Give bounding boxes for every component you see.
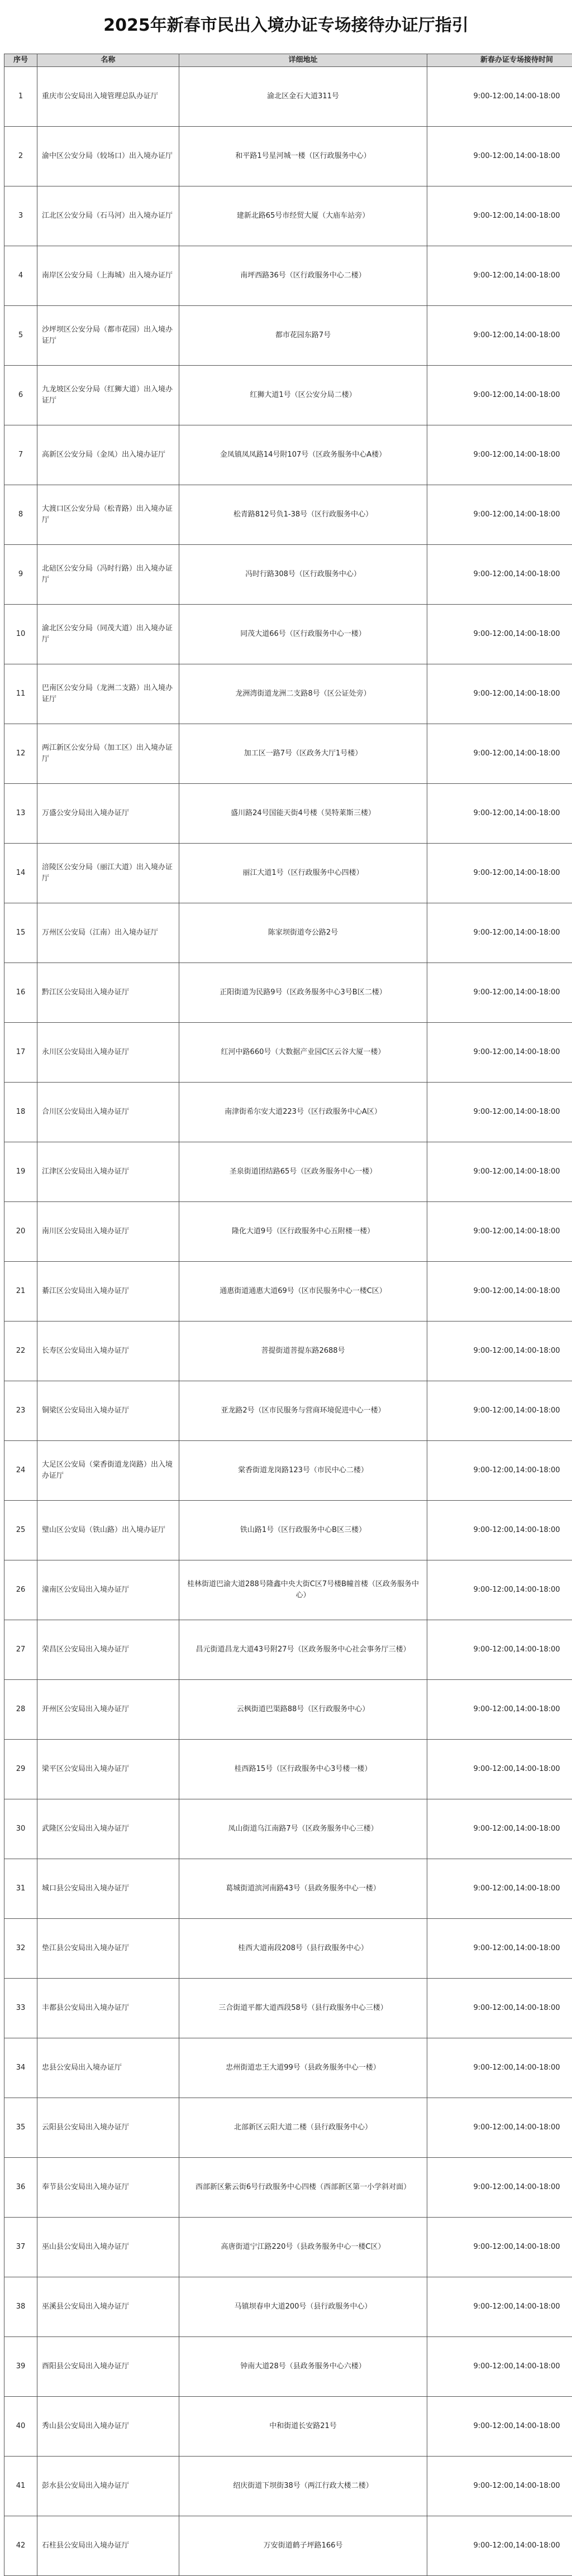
table-row: [4, 2158, 572, 2218]
table-row: [4, 605, 572, 664]
cell-address: 都市花园东路7号: [179, 306, 427, 366]
cell-address: 凤山街道乌江南路7号（区政务服务中心三楼）: [179, 1799, 427, 1859]
cell-time: 9:00-12:00,14:00-18:00: [427, 963, 572, 1023]
cell-no: 41: [4, 2457, 37, 2516]
cell-address: 棠香街道龙岗路123号（市民中心二楼）: [179, 1441, 427, 1501]
cell-no: 27: [4, 1620, 37, 1680]
cell-time: 9:00-12:00,14:00-18:00: [427, 366, 572, 425]
cell-name: 万州区公安局（江南）出入境办证厅: [37, 903, 179, 963]
table-row: [4, 2337, 572, 2397]
cell-name: 巴南区公安分局（龙洲二支路）出入境办证厅: [37, 664, 179, 724]
table-row: [4, 1979, 572, 2038]
cell-name: 涪陵区公安分局（丽江大道）出入境办证厅: [37, 844, 179, 903]
cell-address: 松青路812号负1-38号（区行政服务中心）: [179, 485, 427, 545]
table-row: [4, 1501, 572, 1560]
cell-time: 9:00-12:00,14:00-18:00: [427, 1023, 572, 1083]
cell-time: 9:00-12:00,14:00-18:00: [427, 1083, 572, 1142]
cell-name: 奉节县公安局出入境办证厅: [37, 2158, 179, 2218]
cell-no: 37: [4, 2218, 37, 2277]
page-title: 2025年新春市民出入境办证专场接待办证厅指引: [0, 10, 572, 41]
table-row: [4, 664, 572, 724]
cell-address: 正阳街道为民路9号（区政务服务中心3号B区二楼）: [179, 963, 427, 1023]
table-row: [4, 1142, 572, 1202]
cell-time: 9:00-12:00,14:00-18:00: [427, 1560, 572, 1620]
cell-no: 15: [4, 903, 37, 963]
cell-address: 圣泉街道团结路65号（区政务服务中心一楼）: [179, 1142, 427, 1202]
table-row: [4, 1083, 572, 1142]
cell-time: 9:00-12:00,14:00-18:00: [427, 605, 572, 664]
cell-name: 合川区公安局出入境办证厅: [37, 1083, 179, 1142]
cell-no: 38: [4, 2277, 37, 2337]
table-row: [4, 1262, 572, 1321]
cell-time: 9:00-12:00,14:00-18:00: [427, 1441, 572, 1501]
cell-name: 垫江县公安局出入境办证厅: [37, 1919, 179, 1979]
cell-time: 9:00-12:00,14:00-18:00: [427, 545, 572, 605]
table-row: [4, 963, 572, 1023]
cell-name: 城口县公安局出入境办证厅: [37, 1859, 179, 1919]
table-row: [4, 903, 572, 963]
table-row: [4, 1381, 572, 1441]
cell-no: 20: [4, 1202, 37, 1262]
cell-time: 9:00-12:00,14:00-18:00: [427, 903, 572, 963]
cell-address: 绍庆街道下坝街38号（两江行政大楼二楼）: [179, 2457, 427, 2516]
table-row: [4, 2218, 572, 2277]
cell-time: 9:00-12:00,14:00-18:00: [427, 306, 572, 366]
cell-no: 34: [4, 2038, 37, 2098]
cell-address: 云枫街道巴渠路88号（区行政服务中心）: [179, 1680, 427, 1740]
office-table: [4, 54, 572, 2576]
cell-time: 9:00-12:00,14:00-18:00: [427, 1919, 572, 1979]
cell-no: 13: [4, 784, 37, 844]
table-row: [4, 366, 572, 425]
cell-name: 开州区公安局出入境办证厅: [37, 1680, 179, 1740]
cell-address: 陈家坝街道夸公路2号: [179, 903, 427, 963]
cell-no: 26: [4, 1560, 37, 1620]
table-row: [4, 306, 572, 366]
cell-time: 9:00-12:00,14:00-18:00: [427, 2277, 572, 2337]
cell-name: 南岸区公安分局（上海城）出入境办证厅: [37, 246, 179, 306]
cell-no: 31: [4, 1859, 37, 1919]
cell-no: 9: [4, 545, 37, 605]
cell-time: 9:00-12:00,14:00-18:00: [427, 784, 572, 844]
cell-time: 9:00-12:00,14:00-18:00: [427, 425, 572, 485]
cell-time: 9:00-12:00,14:00-18:00: [427, 186, 572, 246]
cell-time: 9:00-12:00,14:00-18:00: [427, 1142, 572, 1202]
header-time: 新春办证专场接待时间: [427, 54, 572, 67]
cell-time: 9:00-12:00,14:00-18:00: [427, 664, 572, 724]
cell-address: 马镇坝春申大道200号（县行政服务中心）: [179, 2277, 427, 2337]
cell-name: 大渡口区公安分局（松青路）出入境办证厅: [37, 485, 179, 545]
table-row: [4, 1023, 572, 1083]
cell-name: 重庆市公安局出入境管理总队办证厅: [37, 67, 179, 127]
cell-name: 彭水县公安局出入境办证厅: [37, 2457, 179, 2516]
cell-no: 39: [4, 2337, 37, 2397]
cell-no: 25: [4, 1501, 37, 1560]
cell-name: 大足区公安局（棠香街道龙岗路）出入境办证厅: [37, 1441, 179, 1501]
cell-no: 24: [4, 1441, 37, 1501]
cell-time: 9:00-12:00,14:00-18:00: [427, 2098, 572, 2158]
cell-time: 9:00-12:00,14:00-18:00: [427, 2337, 572, 2397]
cell-time: 9:00-12:00,14:00-18:00: [427, 2158, 572, 2218]
cell-time: 9:00-12:00,14:00-18:00: [427, 1680, 572, 1740]
cell-name: 九龙坡区公安分局（红狮大道）出入境办证厅: [37, 366, 179, 425]
table-row: [4, 67, 572, 127]
cell-name: 北碚区公安分局（冯时行路）出入境办证厅: [37, 545, 179, 605]
cell-address: 钟南大道28号（县政务服务中心六楼）: [179, 2337, 427, 2397]
table-row: [4, 1799, 572, 1859]
cell-no: 16: [4, 963, 37, 1023]
table-row: [4, 1740, 572, 1799]
cell-time: 9:00-12:00,14:00-18:00: [427, 246, 572, 306]
cell-address: 昌元街道昌龙大道43号附27号（区政务服务中心社会事务厅三楼）: [179, 1620, 427, 1680]
cell-address: 同茂大道66号（区行政服务中心一楼）: [179, 605, 427, 664]
cell-address: 亚龙路2号（区市民服务与营商环境促进中心一楼）: [179, 1381, 427, 1441]
cell-time: 9:00-12:00,14:00-18:00: [427, 2038, 572, 2098]
cell-no: 14: [4, 844, 37, 903]
cell-no: 19: [4, 1142, 37, 1202]
cell-time: 9:00-12:00,14:00-18:00: [427, 67, 572, 127]
cell-address: 和平路1号星河城一楼（区行政服务中心）: [179, 127, 427, 186]
cell-no: 8: [4, 485, 37, 545]
cell-address: 桂林街道巴渝大道288号隆鑫中央大街C区7号楼B幢首楼（区政务服务中心）: [179, 1560, 427, 1620]
cell-time: 9:00-12:00,14:00-18:00: [427, 1740, 572, 1799]
cell-no: 33: [4, 1979, 37, 2038]
cell-no: 36: [4, 2158, 37, 2218]
cell-address: 盛川路24号国能天街4号楼（昊特莱斯三楼）: [179, 784, 427, 844]
cell-name: 忠县公安局出入境办证厅: [37, 2038, 179, 2098]
cell-time: 9:00-12:00,14:00-18:00: [427, 1321, 572, 1381]
cell-name: 铜梁区公安局出入境办证厅: [37, 1381, 179, 1441]
cell-name: 渝北区公安分局（同茂大道）出入境办证厅: [37, 605, 179, 664]
cell-time: 9:00-12:00,14:00-18:00: [427, 1799, 572, 1859]
cell-address: 渝北区金石大道311号: [179, 67, 427, 127]
cell-time: 9:00-12:00,14:00-18:00: [427, 485, 572, 545]
cell-name: 潼南区公安局出入境办证厅: [37, 1560, 179, 1620]
cell-no: 4: [4, 246, 37, 306]
cell-no: 18: [4, 1083, 37, 1142]
cell-time: 9:00-12:00,14:00-18:00: [427, 1381, 572, 1441]
cell-time: 9:00-12:00,14:00-18:00: [427, 844, 572, 903]
cell-no: 11: [4, 664, 37, 724]
cell-name: 巫山县公安局出入境办证厅: [37, 2218, 179, 2277]
cell-name: 巫溪县公安局出入境办证厅: [37, 2277, 179, 2337]
cell-time: 9:00-12:00,14:00-18:00: [427, 1620, 572, 1680]
cell-no: 17: [4, 1023, 37, 1083]
cell-name: 江津区公安局出入境办证厅: [37, 1142, 179, 1202]
cell-name: 高新区公安分局（金凤）出入境办证厅: [37, 425, 179, 485]
cell-address: 加工区一路7号（区政务大厅1号楼）: [179, 724, 427, 784]
table-row: [4, 1680, 572, 1740]
cell-address: 金凤镇凤凤路14号附107号（区政务服务中心A楼）: [179, 425, 427, 485]
cell-address: 三合街道平都大道西段58号（县行政服务中心三楼）: [179, 1979, 427, 2038]
cell-no: 30: [4, 1799, 37, 1859]
cell-name: 长寿区公安局出入境办证厅: [37, 1321, 179, 1381]
cell-name: 江北区公安分局（石马河）出入境办证厅: [37, 186, 179, 246]
cell-address: 北部新区云阳大道二楼（县行政服务中心）: [179, 2098, 427, 2158]
table-row: [4, 844, 572, 903]
table-row: [4, 1321, 572, 1381]
cell-address: 桂西路15号（区行政服务中心3号楼一楼）: [179, 1740, 427, 1799]
cell-address: 冯时行路308号（区行政服务中心）: [179, 545, 427, 605]
cell-no: 6: [4, 366, 37, 425]
cell-address: 丽江大道1号（区行政服务中心四楼）: [179, 844, 427, 903]
cell-time: 9:00-12:00,14:00-18:00: [427, 724, 572, 784]
cell-name: 万盛公安分局出入境办证厅: [37, 784, 179, 844]
cell-name: 秀山县公安局出入境办证厅: [37, 2397, 179, 2457]
cell-name: 武隆区公安局出入境办证厅: [37, 1799, 179, 1859]
cell-address: 通惠街道通惠大道69号（区市民服务中心一楼C区）: [179, 1262, 427, 1321]
cell-no: 3: [4, 186, 37, 246]
table-row: [4, 485, 572, 545]
cell-address: 忠州街道忠王大道99号（县政务服务中心一楼）: [179, 2038, 427, 2098]
cell-name: 沙坪坝区公安分局（都市花园）出入境办证厅: [37, 306, 179, 366]
cell-address: 西部新区紫云街6号行政服务中心四楼（西部新区第一小学斜对面）: [179, 2158, 427, 2218]
cell-address: 中和街道长安路21号: [179, 2397, 427, 2457]
cell-no: 21: [4, 1262, 37, 1321]
cell-address: 菩提街道菩提东路2688号: [179, 1321, 427, 1381]
table-row: [4, 186, 572, 246]
table-row: [4, 127, 572, 186]
cell-no: 2: [4, 127, 37, 186]
cell-name: 黔江区公安局出入境办证厅: [37, 963, 179, 1023]
header-no: 序号: [4, 54, 37, 67]
cell-time: 9:00-12:00,14:00-18:00: [427, 1859, 572, 1919]
table-body: [4, 67, 572, 2576]
cell-address: 桂西大道南段208号（县行政服务中心）: [179, 1919, 427, 1979]
cell-address: 葛城街道滨河南路43号（县政务服务中心一楼）: [179, 1859, 427, 1919]
cell-name: 荣昌区公安局出入境办证厅: [37, 1620, 179, 1680]
table-row: [4, 2457, 572, 2516]
header-name: 名称: [37, 54, 179, 67]
cell-name: 南川区公安局出入境办证厅: [37, 1202, 179, 1262]
cell-address: 高唐街道宁江路220号（县政务服务中心一楼C区）: [179, 2218, 427, 2277]
cell-name: 梁平区公安局出入境办证厅: [37, 1740, 179, 1799]
cell-no: 22: [4, 1321, 37, 1381]
table-row: [4, 2516, 572, 2576]
cell-address: 龙洲湾街道龙洲二支路8号（区公证处旁）: [179, 664, 427, 724]
cell-time: 9:00-12:00,14:00-18:00: [427, 2397, 572, 2457]
cell-name: 綦江区公安局出入境办证厅: [37, 1262, 179, 1321]
cell-time: 9:00-12:00,14:00-18:00: [427, 2457, 572, 2516]
cell-no: 5: [4, 306, 37, 366]
cell-no: 7: [4, 425, 37, 485]
cell-address: 万安街道鹤子坪路166号: [179, 2516, 427, 2576]
cell-name: 石柱县公安局出入境办证厅: [37, 2516, 179, 2576]
table-row: [4, 1919, 572, 1979]
table-row: [4, 545, 572, 605]
header-address: 详细地址: [179, 54, 427, 67]
cell-name: 云阳县公安局出入境办证厅: [37, 2098, 179, 2158]
cell-name: 渝中区公安分局（较场口）出入境办证厅: [37, 127, 179, 186]
cell-address: 南津街希尔安大道223号（区行政服务中心A区）: [179, 1083, 427, 1142]
cell-name: 酉阳县公安局出入境办证厅: [37, 2337, 179, 2397]
table-row: [4, 2277, 572, 2337]
cell-no: 12: [4, 724, 37, 784]
cell-no: 28: [4, 1680, 37, 1740]
table-row: [4, 1859, 572, 1919]
cell-time: 9:00-12:00,14:00-18:00: [427, 2516, 572, 2576]
cell-address: 红河中路660号（大数据产业园C区云谷大厦一楼）: [179, 1023, 427, 1083]
cell-address: 红狮大道1号（区公安分局二楼）: [179, 366, 427, 425]
table-row: [4, 2397, 572, 2457]
cell-time: 9:00-12:00,14:00-18:00: [427, 1262, 572, 1321]
table-row: [4, 2098, 572, 2158]
table-row: [4, 1202, 572, 1262]
table-row: [4, 246, 572, 306]
table-row: [4, 425, 572, 485]
cell-time: 9:00-12:00,14:00-18:00: [427, 1501, 572, 1560]
cell-address: 南坪西路36号（区行政服务中心二楼）: [179, 246, 427, 306]
cell-name: 璧山区公安局（铁山路）出入境办证厅: [37, 1501, 179, 1560]
cell-no: 29: [4, 1740, 37, 1799]
cell-no: 42: [4, 2516, 37, 2576]
cell-time: 9:00-12:00,14:00-18:00: [427, 2218, 572, 2277]
table-row: [4, 1620, 572, 1680]
table-row: [4, 2038, 572, 2098]
cell-name: 永川区公安局出入境办证厅: [37, 1023, 179, 1083]
table-row: [4, 724, 572, 784]
cell-address: 铁山路1号（区行政服务中心B区三楼）: [179, 1501, 427, 1560]
cell-address: 隆化大道9号（区行政服务中心五附楼一楼）: [179, 1202, 427, 1262]
cell-no: 1: [4, 67, 37, 127]
table-header-row: [4, 54, 572, 67]
cell-time: 9:00-12:00,14:00-18:00: [427, 1979, 572, 2038]
table-row: [4, 1560, 572, 1620]
cell-no: 10: [4, 605, 37, 664]
cell-no: 40: [4, 2397, 37, 2457]
cell-name: 丰都县公安局出入境办证厅: [37, 1979, 179, 2038]
table-row: [4, 784, 572, 844]
cell-no: 35: [4, 2098, 37, 2158]
table-row: [4, 1441, 572, 1501]
cell-no: 23: [4, 1381, 37, 1441]
cell-time: 9:00-12:00,14:00-18:00: [427, 1202, 572, 1262]
cell-no: 32: [4, 1919, 37, 1979]
cell-time: 9:00-12:00,14:00-18:00: [427, 127, 572, 186]
cell-address: 建新北路65号市经贸大厦（大庙车站旁）: [179, 186, 427, 246]
cell-name: 两江新区公安分局（加工区）出入境办证厅: [37, 724, 179, 784]
